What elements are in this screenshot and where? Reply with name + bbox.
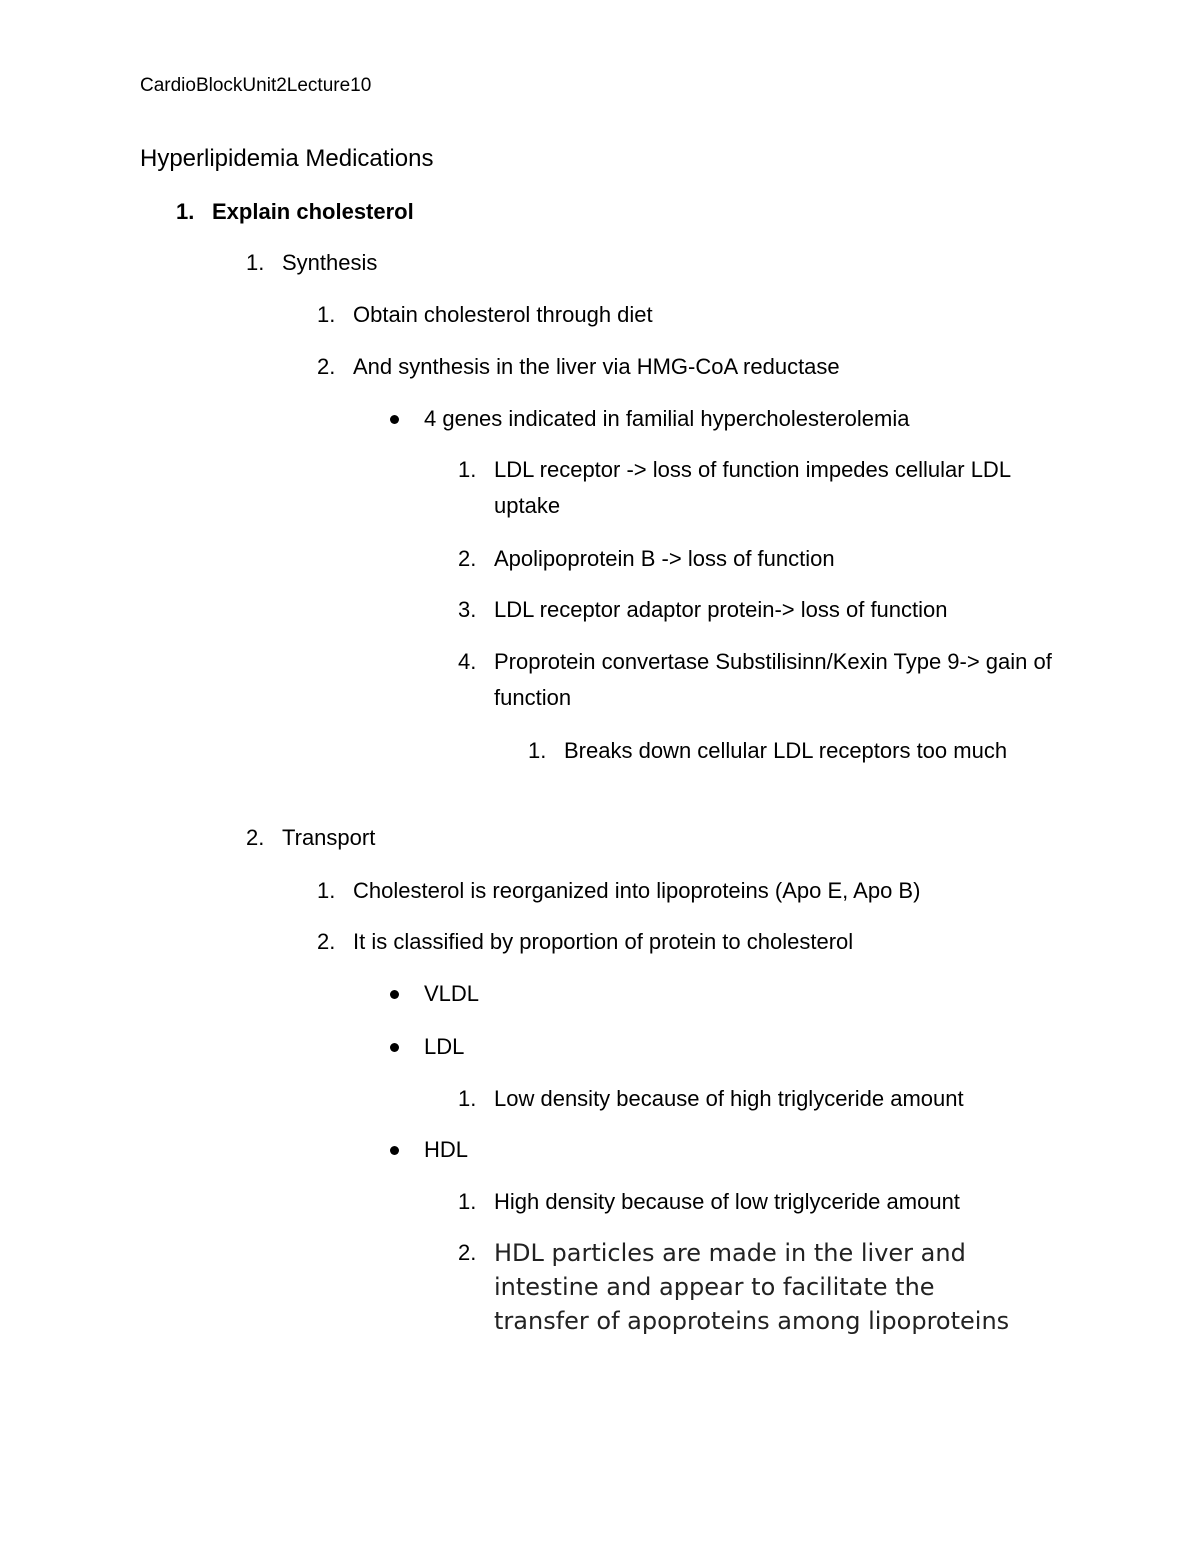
list-item-text: Explain cholesterol (212, 199, 414, 224)
list-item-text: Apolipoprotein B -> loss of function (494, 546, 835, 571)
document-title: Hyperlipidemia Medications (140, 145, 434, 172)
list-item-text: Synthesis (282, 250, 378, 275)
list-number: 1. (458, 1086, 477, 1111)
list-item (458, 644, 1058, 716)
list-item-text: HDL (424, 1137, 469, 1162)
list-item-text: Cholesterol is reorganized into lipoproteins (Apo E, Apo B) (353, 878, 921, 903)
list-item-text: Transport (282, 825, 376, 850)
list-item-text: VLDL (424, 981, 480, 1006)
list-item-text: LDL (424, 1034, 465, 1059)
list-number: 3. (458, 597, 477, 622)
bullet-item (384, 1132, 1084, 1168)
list-item-text: High density because of low triglyceride amount (494, 1189, 960, 1214)
list-item (317, 297, 1077, 333)
list-item (458, 592, 1058, 628)
list-number: 1. (246, 250, 265, 275)
list-item-text: Low density because of high triglyceride amount (494, 1086, 964, 1111)
list-item (458, 1236, 1058, 1372)
list-item (317, 924, 1077, 960)
list-number: 2. (317, 354, 336, 379)
bullet-dot-icon (390, 415, 399, 424)
bullet-item (384, 1029, 1084, 1065)
list-item (317, 349, 1077, 385)
list-item (176, 194, 1076, 230)
list-item (458, 541, 1058, 577)
list-number: 1. (176, 199, 195, 224)
bullet-item (384, 401, 1084, 437)
page-header: CardioBlockUnit2Lecture10 (140, 75, 372, 96)
list-item (317, 873, 1077, 909)
list-item-text: Breaks down cellular LDL receptors too much (564, 738, 1008, 763)
list-number: 2. (458, 546, 477, 571)
list-number: 4. (458, 649, 477, 674)
list-item-text: It is classified by proportion of protein to cholesterol (353, 929, 854, 954)
list-number: 2. (246, 825, 265, 850)
list-item-text: And synthesis in the liver via HMG-CoA reductase (353, 354, 840, 379)
bullet-item (384, 976, 1084, 1012)
list-item-text: LDL receptor -> loss of function impedes cellular LDL uptake (494, 457, 1011, 518)
list-item-text: LDL receptor adaptor protein-> loss of function (494, 597, 948, 622)
list-number: 2. (317, 929, 336, 954)
list-item (246, 245, 1076, 281)
list-item-text: Obtain cholesterol through diet (353, 302, 653, 327)
list-item (458, 452, 1058, 524)
bullet-dot-icon (390, 1043, 399, 1052)
list-item-text: 4 genes indicated in familial hypercholesterolemia (424, 406, 910, 431)
list-number: 1. (317, 302, 336, 327)
list-item-text: HDL particles are made in the liver and intestine and appear to facilitate the transfer of apoproteins among lipoproteins (494, 1239, 1010, 1335)
bullet-dot-icon (390, 1146, 399, 1155)
bullet-dot-icon (390, 990, 399, 999)
list-item-text: Proprotein convertase Substilisinn/Kexin Type 9-> gain of function (494, 649, 1052, 710)
list-item (458, 1081, 1078, 1117)
list-number: 1. (458, 1189, 477, 1214)
list-item (528, 733, 1028, 805)
list-number: 2. (458, 1240, 477, 1265)
list-item (246, 820, 1076, 856)
list-number: 1. (458, 457, 477, 482)
list-number: 1. (317, 878, 336, 903)
list-number: 1. (528, 738, 547, 763)
list-item (458, 1184, 1078, 1220)
